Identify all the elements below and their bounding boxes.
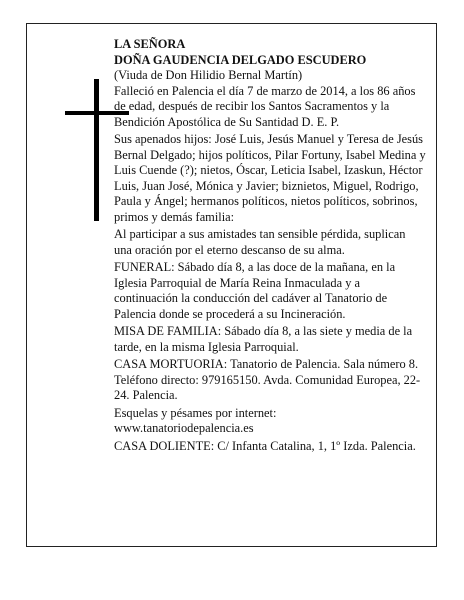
title-line: LA SEÑORA	[114, 37, 186, 51]
deceased-name: DOÑA GAUDENCIA DELGADO ESCUDERO	[114, 52, 367, 67]
request-paragraph: Al participar a sus amistades tan sensible pérdida, suplican una oración por el eterno descanso de su alma.	[114, 227, 406, 257]
widow-of-line: (Viuda de Don Hilidio Bernal Martín)	[114, 68, 303, 82]
internet-url: www.tanatoriodepalencia.es	[114, 421, 254, 435]
mortuary-paragraph: CASA MORTUORIA: Tanatorio de Palencia. Sala número 8. Teléfono directo: 979165150. Avda. Comunidad Europea, 22-24. Palencia.	[114, 357, 421, 402]
obituary-text	[114, 37, 426, 454]
cross-vertical-bar	[94, 79, 99, 221]
death-paragraph: Falleció en Palencia el día 7 de marzo de 2014, a los 86 años de edad, después de recibir los Santos Sacramentos y la Bendición Apostólica de Su Santidad D. E. P.	[114, 83, 416, 129]
home-paragraph: CASA DOLIENTE: C/ Infanta Catalina, 1, 1º Izda. Palencia.	[114, 438, 416, 453]
family-mass-paragraph: MISA DE FAMILIA: Sábado día 8, a las siete y media de la tarde, en la misma Iglesia Parroquial.	[114, 324, 413, 354]
internet-label: Esquelas y pésames por internet:	[114, 405, 277, 420]
funeral-paragraph: FUNERAL: Sábado día 8, a las doce de la mañana, en la Iglesia Parroquial de María Reina Inmaculada y a continuación la conducción del cadáver al Tanatorio de Palencia donde se procederá a su Incineración.	[114, 260, 396, 321]
family-paragraph: Sus apenados hijos: José Luis, Jesús Manuel y Teresa de Jesús Bernal Delgado; hijos políticos, Pilar Fortuny, Isabel Medina y Luis Cuende (?); nietos, Óscar, Leticia Isabel, Izaskun, Héctor Luis, Juan José, Mónica y Javier; biznietos, Miguel, Rodrigo, Paula y Ángel; hermanos políticos, nietos políticos, sobrinos, primos y demás familia:	[114, 132, 426, 224]
